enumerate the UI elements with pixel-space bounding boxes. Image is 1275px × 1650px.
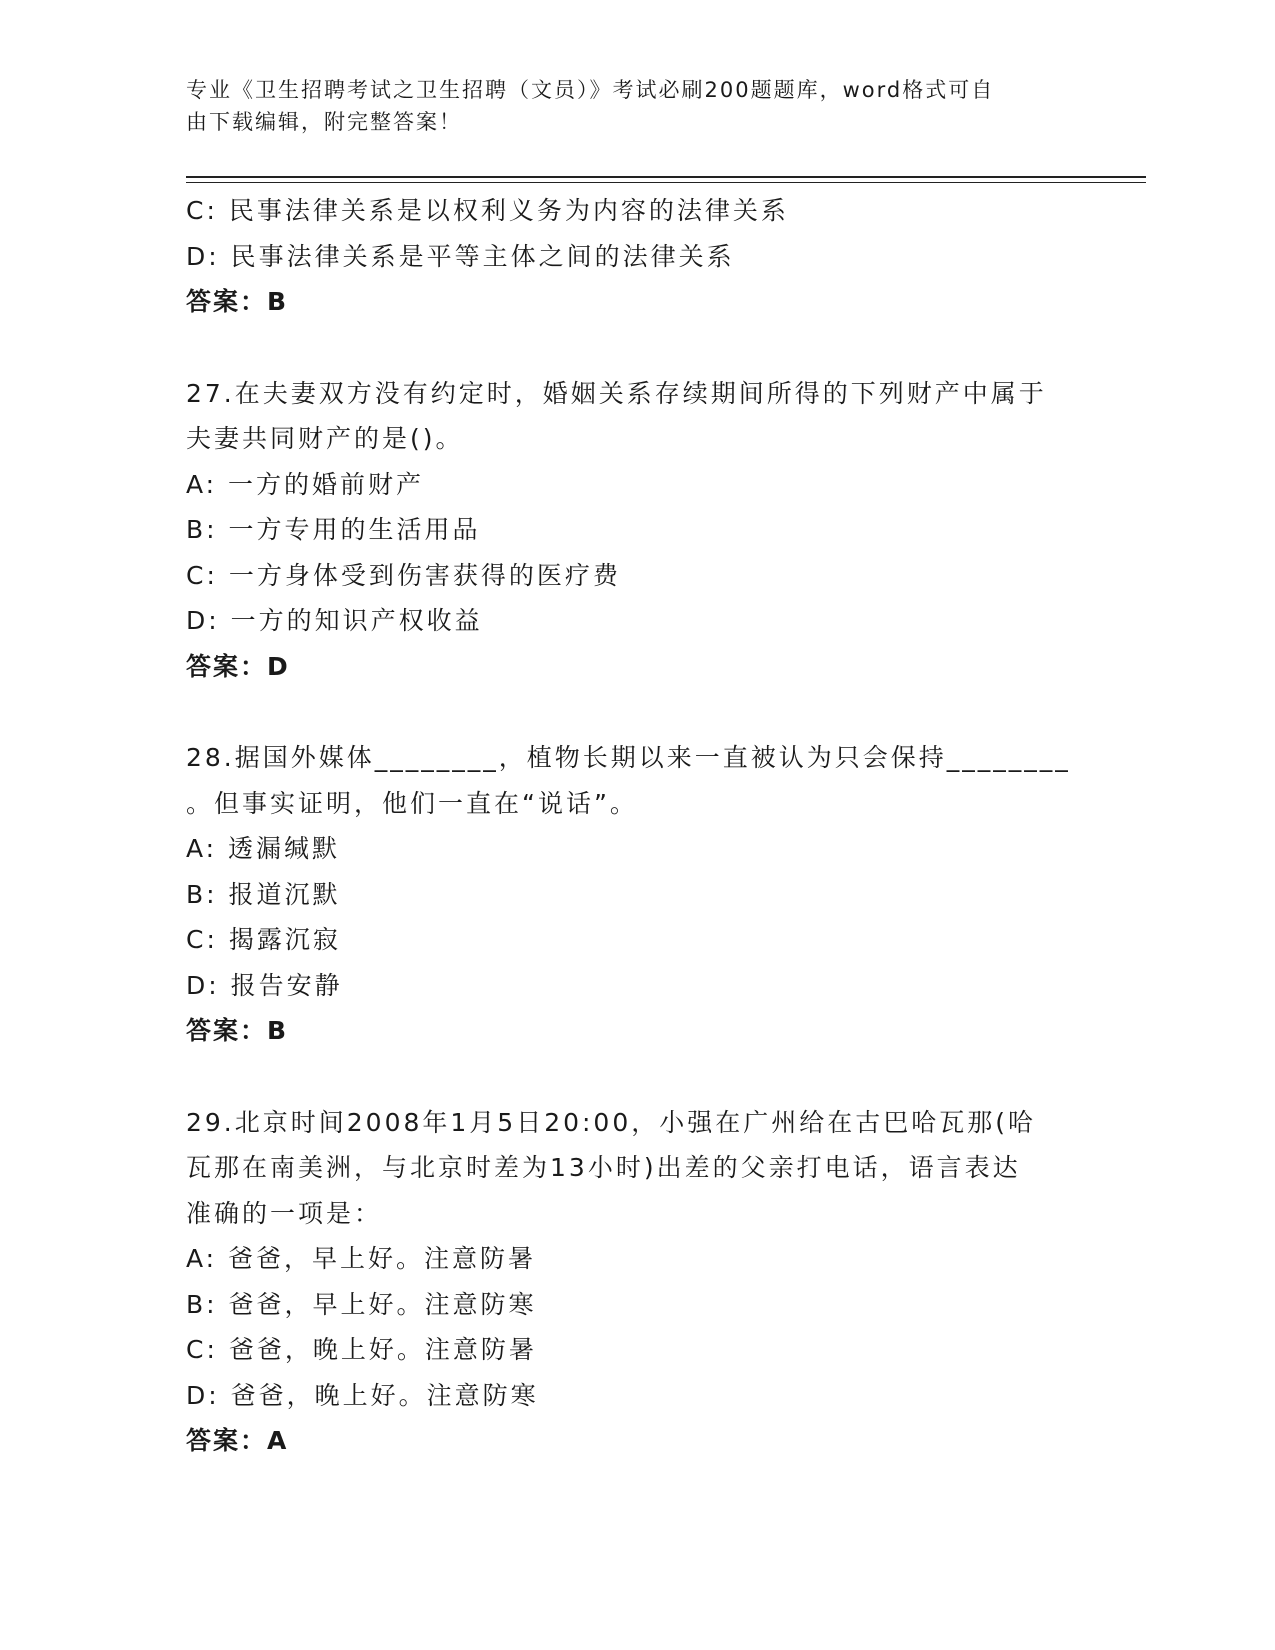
header-divider-thick [186,176,1146,178]
option-d: D: 爸爸，晚上好。注意防寒 [186,1380,539,1410]
spacer [186,689,1086,735]
question-stem: 27.在夫妻双方没有约定时，婚姻关系存续期间所得的下列财产中属于 [186,378,1047,408]
option-a: A: 爸爸，早上好。注意防暑 [186,1244,537,1273]
question-stem: 准确的一项是： [186,1198,383,1228]
option-c: C: 爸爸，晚上好。注意防暑 [186,1335,537,1364]
option-c: C: 一方身体受到伤害获得的医疗费 [186,560,621,590]
answer: 答案：B [186,287,289,316]
question-stem: 28.据国外媒体________，植物长期以来一直被认为只会保持________ [186,743,1071,772]
option-c: C: 民事法律关系是以权利义务为内容的法律关系 [186,196,789,225]
option-a: A: 一方的婚前财产 [186,469,425,499]
option-b: B: 爸爸，早上好。注意防寒 [186,1289,537,1319]
question-list [186,188,1086,1464]
option-b: B: 一方专用的生活用品 [186,515,481,544]
spacer [186,1054,1086,1100]
header-divider-thin [186,182,1146,183]
question-stem: 夫妻共同财产的是()。 [186,424,464,453]
question-29 [186,1100,1086,1464]
option-d: D: 一方的知识产权收益 [186,606,483,635]
question-27 [186,371,1086,690]
header-line-1: 专业《卫生招聘考试之卫生招聘（文员）》考试必刷200题题库，word格式可自 [186,78,995,102]
question-stem: 瓦那在南美洲，与北京时差为13小时)出差的父亲打电话，语言表达 [186,1153,1021,1182]
option-b: B: 报道沉默 [186,879,341,909]
option-d: D: 民事法律关系是平等主体之间的法律关系 [186,241,735,271]
answer: 答案：A [186,1426,289,1455]
question-stem: 。但事实证明，他们一直在“说话”。 [186,788,638,818]
question-26-tail [186,188,1086,325]
spacer [186,325,1086,371]
option-a: A: 透漏缄默 [186,834,341,863]
question-28 [186,735,1086,1054]
document-header [186,74,1066,138]
option-d: D: 报告安静 [186,970,343,1000]
answer: 答案：B [186,1016,289,1045]
question-stem: 29.北京时间2008年1月5日20:00，小强在广州给在古巴哈瓦那(哈 [186,1107,1036,1137]
answer: 答案：D [186,651,290,681]
header-line-2: 由下载编辑，附完整答案！ [186,110,462,134]
option-c: C: 揭露沉寂 [186,925,341,954]
